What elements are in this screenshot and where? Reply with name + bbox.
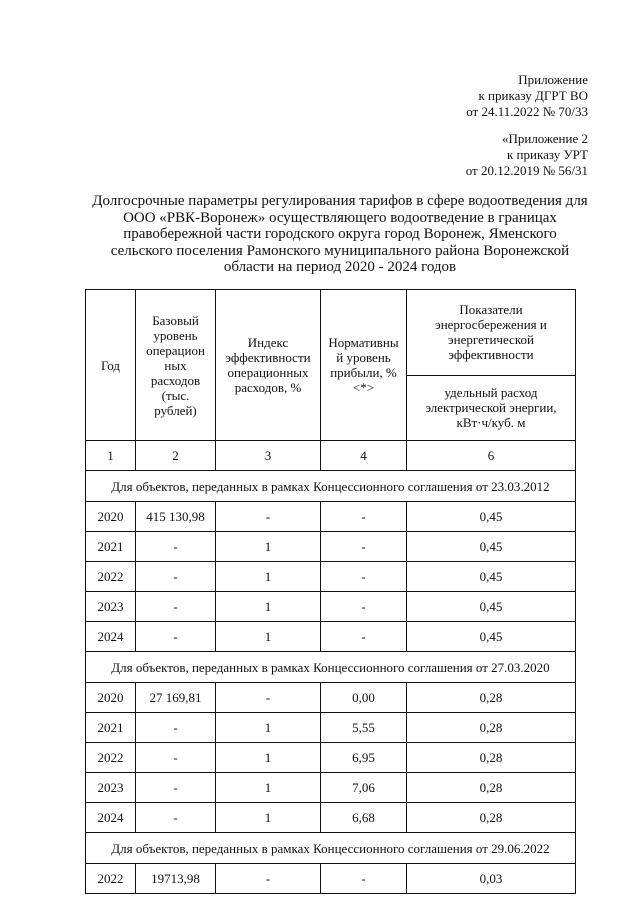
cell-energy-consumption: 0,28 bbox=[407, 773, 576, 803]
cell-base-costs: - bbox=[136, 713, 216, 743]
header-profit-level: Нормативны й уровень прибыли, % <*> bbox=[321, 290, 407, 441]
table-row bbox=[86, 622, 576, 652]
cell-profit-level: - bbox=[321, 864, 407, 894]
table-row bbox=[86, 502, 576, 532]
title-line: области на период 2020 - 2024 годов bbox=[223, 259, 457, 275]
section-caption: Для объектов, переданных в рамках Концессионного соглашения от 27.03.2020 bbox=[86, 652, 576, 683]
cell-base-costs: - bbox=[136, 773, 216, 803]
cell-year: 2021 bbox=[86, 532, 136, 562]
cell-profit-level: - bbox=[321, 622, 407, 652]
cell-year: 2021 bbox=[86, 713, 136, 743]
cell-efficiency-index: 1 bbox=[216, 773, 321, 803]
cell-energy-consumption: 0,28 bbox=[407, 743, 576, 773]
cell-energy-consumption: 0,28 bbox=[407, 683, 576, 713]
table-row bbox=[86, 743, 576, 773]
cell-energy-consumption: 0,45 bbox=[407, 622, 576, 652]
cell-year: 2022 bbox=[86, 864, 136, 894]
cell-year: 2020 bbox=[86, 502, 136, 532]
header-efficiency-index: Индекс эффективности операционных расходов, % bbox=[216, 290, 321, 441]
table-row bbox=[86, 562, 576, 592]
column-numbers-row bbox=[86, 441, 576, 471]
appendix-line: Приложение bbox=[518, 72, 588, 87]
cell-profit-level: - bbox=[321, 592, 407, 622]
column-number: 6 bbox=[407, 441, 576, 471]
cell-base-costs: - bbox=[136, 743, 216, 773]
cell-profit-level: 7,06 bbox=[321, 773, 407, 803]
cell-efficiency-index: 1 bbox=[216, 622, 321, 652]
cell-energy-consumption: 0,45 bbox=[407, 592, 576, 622]
header-base-costs: Базовый уровень операцион ных расходов (тыс. рублей) bbox=[136, 290, 216, 441]
cell-efficiency-index: 1 bbox=[216, 532, 321, 562]
header-energy-consumption: удельный расход электрической энергии, кВт·ч/куб. м bbox=[407, 375, 576, 440]
cell-energy-consumption: 0,45 bbox=[407, 532, 576, 562]
column-number: 3 bbox=[216, 441, 321, 471]
cell-efficiency-index: 1 bbox=[216, 743, 321, 773]
cell-base-costs: 19713,98 bbox=[136, 864, 216, 894]
title-line: ООО «РВК-Воронеж» осуществляющего водоотведение в границах bbox=[123, 209, 557, 226]
cell-base-costs: 415 130,98 bbox=[136, 502, 216, 532]
cell-base-costs: - bbox=[136, 622, 216, 652]
cell-efficiency-index: - bbox=[216, 864, 321, 894]
cell-profit-level: 5,55 bbox=[321, 713, 407, 743]
table-sections bbox=[86, 471, 576, 894]
cell-energy-consumption: 0,45 bbox=[407, 502, 576, 532]
cell-profit-level: - bbox=[321, 502, 407, 532]
cell-year: 2023 bbox=[86, 773, 136, 803]
cell-base-costs: - bbox=[136, 592, 216, 622]
header-energy-group: Показатели энергосбережения и энергетической эффективности bbox=[407, 290, 576, 376]
section-caption: Для объектов, переданных в рамках Концессионного соглашения от 23.03.2012 bbox=[86, 471, 576, 502]
cell-base-costs: - bbox=[136, 803, 216, 833]
cell-year: 2023 bbox=[86, 592, 136, 622]
cell-efficiency-index: - bbox=[216, 502, 321, 532]
cell-efficiency-index: 1 bbox=[216, 803, 321, 833]
cell-year: 2024 bbox=[86, 622, 136, 652]
cell-profit-level: 6,68 bbox=[321, 803, 407, 833]
appendix-reference-1 bbox=[466, 72, 588, 120]
appendix-line: «Приложение 2 bbox=[501, 131, 588, 146]
cell-energy-consumption: 0,03 bbox=[407, 864, 576, 894]
section-caption-row bbox=[86, 833, 576, 864]
appendix-line: от 20.12.2019 № 56/31 bbox=[465, 163, 588, 178]
appendix-line: к приказу УРТ bbox=[506, 147, 588, 162]
header-year: Год bbox=[86, 290, 136, 441]
cell-efficiency-index: 1 bbox=[216, 713, 321, 743]
title-line: сельского поселения Рамонского муниципального района Воронежской bbox=[110, 242, 570, 259]
cell-year: 2024 bbox=[86, 803, 136, 833]
tariff-parameters-table bbox=[85, 289, 576, 894]
cell-base-costs: 27 169,81 bbox=[136, 683, 216, 713]
document-title bbox=[80, 193, 600, 276]
cell-energy-consumption: 0,28 bbox=[407, 713, 576, 743]
title-line: правобережной части городского округа город Воронеж, Яменского bbox=[123, 226, 557, 242]
table-row bbox=[86, 592, 576, 622]
cell-efficiency-index: 1 bbox=[216, 592, 321, 622]
cell-year: 2020 bbox=[86, 683, 136, 713]
column-number: 1 bbox=[86, 441, 136, 471]
section-caption-row bbox=[86, 471, 576, 502]
table-row bbox=[86, 773, 576, 803]
table-row bbox=[86, 713, 576, 743]
table-row bbox=[86, 803, 576, 833]
appendix-reference-2 bbox=[466, 131, 588, 179]
cell-efficiency-index: - bbox=[216, 683, 321, 713]
cell-year: 2022 bbox=[86, 562, 136, 592]
cell-energy-consumption: 0,28 bbox=[407, 803, 576, 833]
cell-profit-level: 0,00 bbox=[321, 683, 407, 713]
cell-efficiency-index: 1 bbox=[216, 562, 321, 592]
title-line: Долгосрочные параметры регулирования тарифов в сфере водоотведения для bbox=[92, 193, 588, 209]
appendix-line: к приказу ДГРТ ВО bbox=[478, 88, 588, 103]
table-row bbox=[86, 864, 576, 894]
table-row bbox=[86, 683, 576, 713]
cell-energy-consumption: 0,45 bbox=[407, 562, 576, 592]
cell-base-costs: - bbox=[136, 532, 216, 562]
cell-profit-level: - bbox=[321, 562, 407, 592]
cell-base-costs: - bbox=[136, 562, 216, 592]
table-row bbox=[86, 532, 576, 562]
section-caption: Для объектов, переданных в рамках Концессионного соглашения от 29.06.2022 bbox=[86, 833, 576, 864]
cell-profit-level: 6,95 bbox=[321, 743, 407, 773]
column-number: 4 bbox=[321, 441, 407, 471]
column-number: 2 bbox=[136, 441, 216, 471]
section-caption-row bbox=[86, 652, 576, 683]
cell-year: 2022 bbox=[86, 743, 136, 773]
appendix-line: от 24.11.2022 № 70/33 bbox=[466, 104, 588, 119]
cell-profit-level: - bbox=[321, 532, 407, 562]
